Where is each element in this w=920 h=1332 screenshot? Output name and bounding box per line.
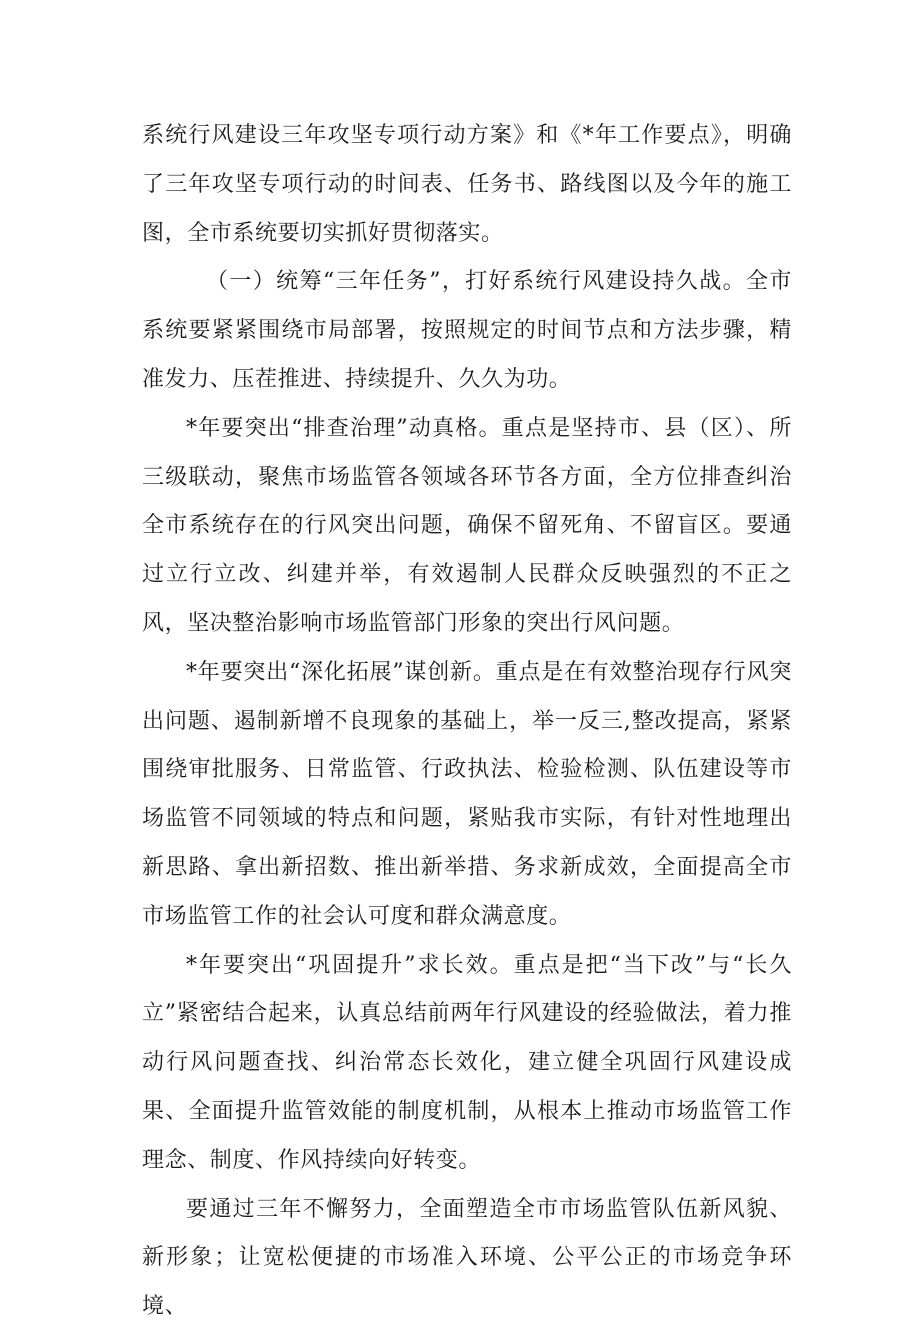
paragraph-consolidation: *年要突出“巩固提升”求长效。重点是把“当下改”与“长久立”紧密结合起来，认真总结前两年行风建设的经验做法，着力推动行风问题查找、纠治常态长效化，建立健全巩固行风建设成果、全面提升监管效能的制度机制，从根本上推动市场监管工作理念、制度、作风持续向好转变。 (142, 952, 792, 1173)
paragraph-section-one: （一）统筹“三年任务”，打好系统行风建设持久战。全市系统要紧紧围绕市局部署，按照规定的时间节点和方法步骤，精准发力、压茬推进、持续提升、久久为功。 (142, 269, 792, 392)
paragraph-deepening: *年要突出“深化拓展”谋创新。重点是在有效整治现存行风突出问题、遏制新增不良现象的基础上，举一反三,整改提高，紧紧围绕审批服务、日常监管、行政执法、检验检测、队伍建设等市场监管不同领域的特点和问题，紧贴我市实际，有针对性地理出新思路、拿出新招数、推出新举措、务求新成效，全面提高全市市场监管工作的社会认可度和群众满意度。 (142, 659, 792, 929)
paragraph-continued: 系统行风建设三年攻坚专项行动方案》和《*年工作要点》，明确了三年攻坚专项行动的时间表、任务书、路线图以及今年的施工图，全市系统要切实抓好贯彻落实。 (142, 123, 792, 246)
document-body (142, 112, 792, 1332)
paragraph-investigation: *年要突出“排查治理”动真格。重点是坚持市、县（区）、所三级联动，聚焦市场监管各领域各环节各方面，全方位排查纠治全市系统存在的行风突出问题，确保不留死角、不留盲区。要通过立行立改、纠建并举，有效遏制人民群众反映强烈的不正之风，坚决整治影响市场监管部门形象的突出行风问题。 (142, 415, 792, 636)
paragraph-three-year-effort: 要通过三年不懈努力，全面塑造全市市场监管队伍新风貌、新形象；让宽松便捷的市场准入环境、公平公正的市场竞争环境、 (142, 1196, 792, 1320)
